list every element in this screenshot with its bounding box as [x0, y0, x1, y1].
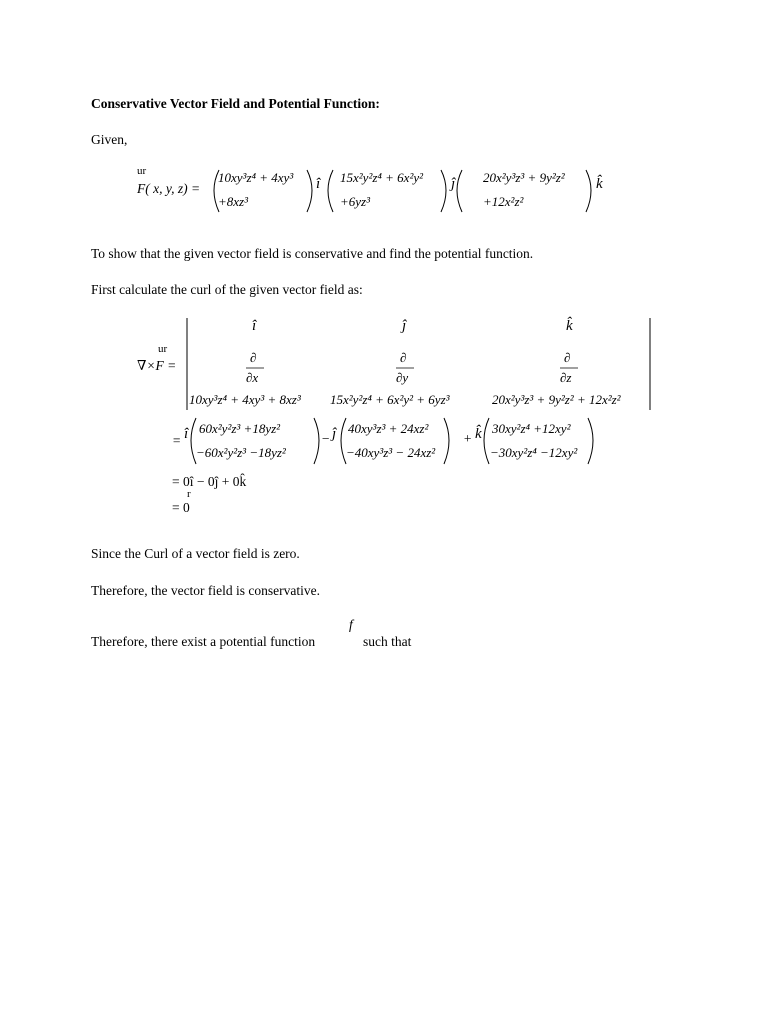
- eq1-j-row1: 15x²y²z⁴ + 6x²y²: [340, 170, 424, 185]
- curl-component-j: 15x²y²z⁴ + 6x²y² + 6yz³: [330, 392, 450, 407]
- eq1-i-row1: 10xy³z⁴ + 4xy³: [218, 170, 294, 185]
- vector-arrow-icon: r: [187, 488, 191, 500]
- plus-sign: +: [463, 431, 473, 446]
- exp-k-row2: −30xy²z⁴ −12xy²: [490, 445, 578, 460]
- curl-component-i: 10xy³z⁴ + 4xy³ + 8xz³: [189, 392, 301, 407]
- i-hat-icon: î: [252, 318, 257, 334]
- i-hat-icon: î: [316, 176, 321, 192]
- k-hat-icon: k̂: [566, 318, 573, 334]
- j-hat-icon: ĵ: [402, 318, 407, 334]
- partial-z: ∂z: [560, 370, 572, 385]
- show-text: To show that the given vector field is conservative and find the potential function.: [91, 246, 534, 261]
- partial-symbol: ∂: [400, 350, 407, 365]
- result-zero-vector: = 0: [172, 500, 190, 515]
- curl-lhs: ∇×F =: [137, 358, 177, 373]
- given-text: Given,: [91, 132, 128, 147]
- eq1-lhs: F( x, y, z) =: [137, 181, 201, 196]
- partial-symbol: ∂: [250, 350, 257, 365]
- since-text: Since the Curl of a vector field is zero.: [91, 546, 300, 561]
- partial-x: ∂x: [246, 370, 259, 385]
- j-hat-icon: ĵ: [332, 426, 337, 442]
- vector-arrow-icon: ur: [158, 343, 168, 355]
- eq1-k-row2: +12x²z²: [483, 194, 524, 209]
- i-hat-icon: î: [184, 426, 189, 442]
- result-zero-components: = 0î − 0ĵ + 0k̂: [172, 474, 247, 489]
- eq1-i-row2: +8xz³: [218, 194, 248, 209]
- conservative-text: Therefore, the vector field is conservative.: [91, 583, 321, 598]
- exp-i-row1: 60x²y²z³ +18yz²: [199, 421, 281, 436]
- exp-j-row2: −40xy³z³ − 24xz²: [346, 445, 436, 460]
- exp-k-row1: 30xy²z⁴ +12xy²: [492, 421, 571, 436]
- equals-sign: =: [172, 433, 182, 448]
- exp-j-row1: 40xy³z³ + 24xz²: [348, 421, 429, 436]
- potential-text-a: Therefore, there exist a potential function: [91, 634, 316, 649]
- exp-i-row2: −60x²y²z³ −18yz²: [196, 445, 286, 460]
- k-hat-icon: k̂: [596, 176, 603, 192]
- potential-f-symbol: f: [349, 617, 353, 632]
- partial-symbol: ∂: [564, 350, 571, 365]
- j-hat-icon: ĵ: [451, 176, 456, 192]
- minus-sign: −: [321, 431, 331, 446]
- curl-component-k: 20x²y³z³ + 9y²z² + 12x²z²: [492, 392, 621, 407]
- eq1-k-row1: 20x²y³z³ + 9y²z²: [483, 170, 565, 185]
- k-hat-icon: k̂: [475, 426, 482, 442]
- potential-text-b: such that: [363, 634, 412, 649]
- first-text: First calculate the curl of the given vector field as:: [91, 282, 363, 297]
- partial-y: ∂y: [396, 370, 409, 385]
- vector-arrow-icon: ur: [137, 165, 147, 177]
- eq1-j-row2: +6yz³: [340, 194, 370, 209]
- heading: Conservative Vector Field and Potential Function:: [91, 96, 380, 111]
